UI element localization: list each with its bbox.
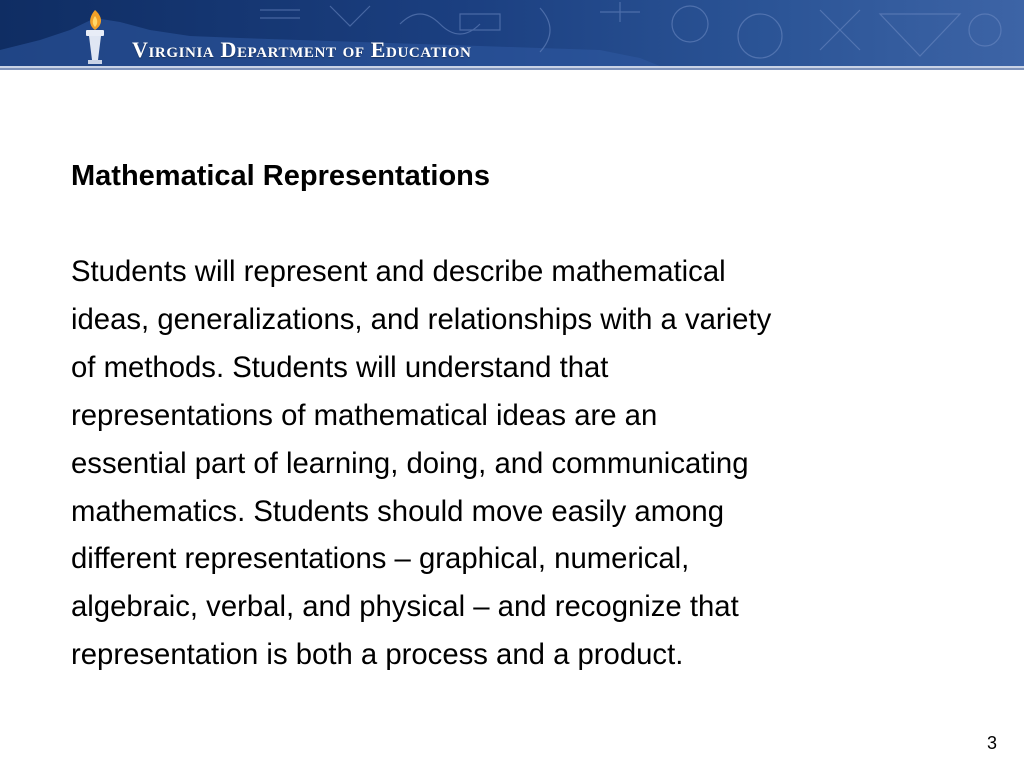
body-line: of methods. Students will understand that [71, 350, 609, 384]
body-line: essential part of learning, doing, and communicating [71, 446, 749, 480]
slide-content [71, 153, 961, 679]
body-line: representation is both a process and a product. [71, 638, 684, 672]
body-line: Students will represent and describe mathematical [71, 255, 726, 288]
page-number: 3 [986, 733, 997, 753]
slide-body [71, 248, 961, 679]
body-line: ideas, generalizations, and relationships with a variety [71, 302, 772, 336]
body-line: different representations – graphical, numerical, [71, 542, 690, 576]
header-banner [0, 0, 1024, 70]
slide-heading: Mathematical Representations [71, 160, 491, 192]
body-line: mathematics. Students should move easily among [71, 494, 725, 528]
organization-title: Virginia Department of Education [132, 37, 472, 62]
body-line: algebraic, verbal, and physical – and recognize that [71, 590, 739, 624]
torch-logo-icon [78, 8, 112, 66]
body-line: representations of mathematical ideas are an [71, 398, 658, 432]
banner-divider-shadow [0, 68, 1024, 70]
